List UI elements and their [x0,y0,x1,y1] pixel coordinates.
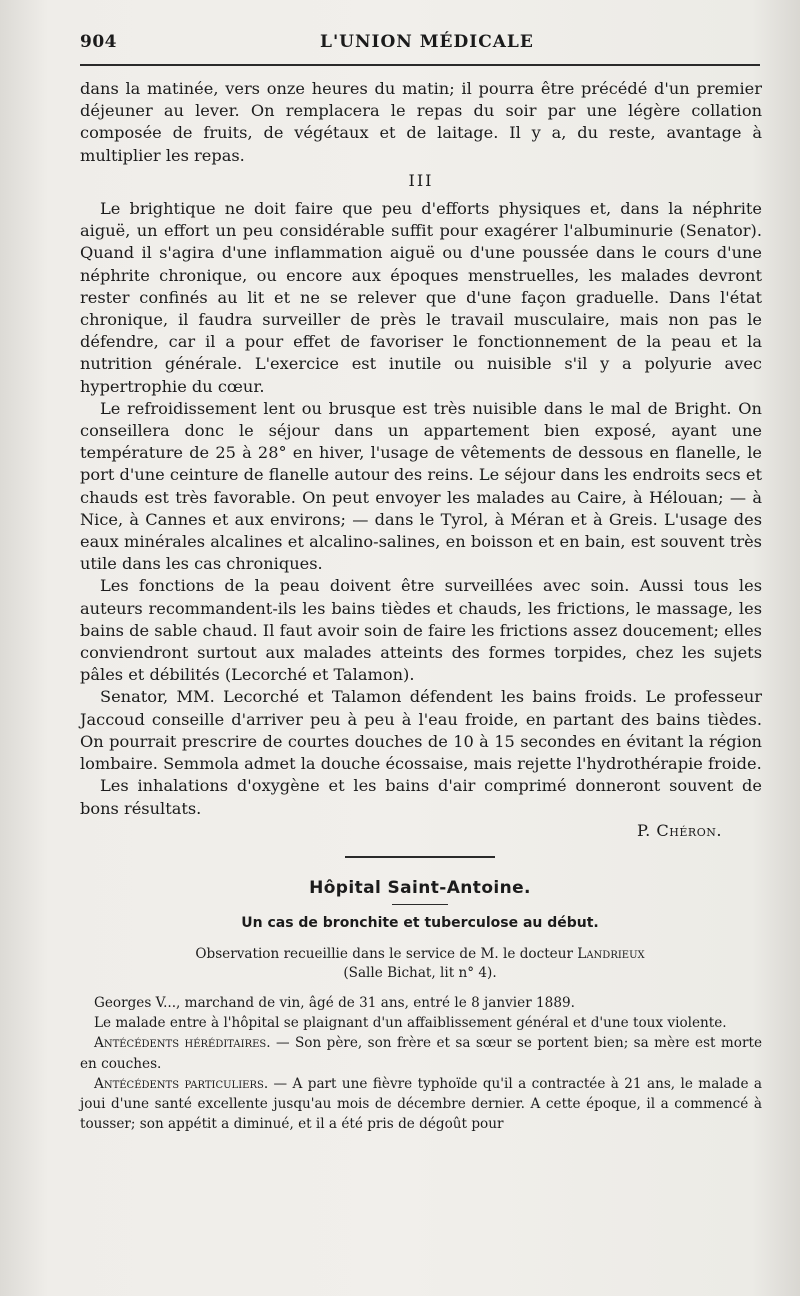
observation-prefix: Observation recueillie dans le service de M. le docteur [195,945,578,962]
observation-line-1 [80,945,760,964]
case-label: Antécédents héréditaires. [94,1035,271,1052]
doctor-name: Landrieux [577,945,645,962]
page-number: 904 [80,32,117,52]
author-signature: P. Chéron. [637,820,722,840]
case-paragraph [80,1074,762,1135]
case-paragraph [80,993,762,1013]
journal-title: L'UNION MÉDICALE [320,32,534,52]
case-text: — A part une fièvre typhoïde qu'il a contractée à 21 ans, le malade a joui d'une santé excellente jusqu'au mois de décembre dernier. A cette époque, il a commencé à tousser; son appétit a diminué, et il a été pris de dégoût pour [80,1075,762,1133]
signature-line [80,820,762,842]
observation-note [80,945,760,983]
last-paragraph [80,775,762,819]
case-report [80,993,762,1134]
case-paragraph [80,1013,762,1033]
case-paragraph [80,1033,762,1073]
body-paragraph: Le brightique ne doit faire que peu d'efforts physiques et, dans la néphrite aiguë, un effort un peu considérable suffit pour exagérer l'albuminurie (Senator). Quand il s'agira d'une inflammation aiguë ou d'une poussée dans le cours d'une néphrite chronique, ou encore aux époques menstruelles, les malades devront rester confinés au lit et ne se relever que d'une façon graduelle. Dans l'état chronique, il faudra surveiller de près le travail musculaire, mais non pas le défendre, car il a pour effet de favoriser le fonctionnement de la peau et la nutrition générale. L'exercice est inutile ou nuisible s'il y a polyurie avec hypertrophie du cœur. [80,199,762,396]
case-text: — Son père, son frère et sa sœur se portent bien; sa mère est morte en couches. [80,1035,762,1072]
continuation-paragraph: dans la matinée, vers onze heures du matin; il pourra être précédé d'un premier déjeuner au lever. On remplacera le repas du soir par une légère collation composée de fruits, de végétaux et de laitage. Il y a, du reste, avantage à multiplier les repas. [80,79,762,165]
page-header [80,30,760,58]
body-paragraph: Les fonctions de la peau doivent être surveillées avec soin. Aussi tous les auteurs recommandent-ils les bains tièdes et chauds, les frictions, le massage, les bains de sable chaud. Il faut avoir soin de faire les frictions assez doucement; elles conviendront surtout aux malades atteints des formes torpides, chez les sujets pâles et débilités (Lecorché et Talamon). [80,576,762,685]
last-paragraph-text: Les inhalations d'oxygène et les bains d'air comprimé donneront souvent de bons résultats. [80,776,762,818]
header-rule [80,64,760,66]
hospital-title: Hôpital Saint-Antoine. [309,877,531,898]
observation-line-2: (Salle Bichat, lit n° 4). [343,964,497,981]
case-text: Georges V..., marchand de vin, âgé de 31 ans, entré le 8 janvier 1889. [94,994,575,1011]
body-paragraph: Senator, MM. Lecorché et Talamon défendent les bains froids. Le professeur Jaccoud conseille d'arriver peu à peu à l'eau froide, en partant des bains tièdes. On pourrait prescrire de courtes douches de 10 à 15 secondes en évitant la région lombaire. Semmola admet la douche écossaise, mais rejette l'hydrothérapie froide. [80,687,762,774]
case-title: Un cas de bronchite et tuberculose au début. [241,914,599,931]
case-label: Antécédents particuliers. [94,1075,269,1092]
article-divider [345,856,495,858]
body-paragraph: Le refroidissement lent ou brusque est très nuisible dans le mal de Bright. On conseillera donc le séjour dans un appartement bien exposé, ayant une température de 25 à 28° en hiver, l'usage de vêtements de dessous en flanelle, le port d'une ceinture de flanelle autour des reins. Le séjour dans les endroits secs et chauds est très favorable. On peut envoyer les malades au Caire, à Hélouan; — à Nice, à Cannes et aux environs; — dans le Tyrol, à Méran et à Greis. L'usage des eaux minérales alcalines et alcalino-salines, en boisson et en bain, est souvent très utile dans les cas chroniques. [80,398,762,574]
case-text: Le malade entre à l'hôpital se plaignant d'un affaiblissement général et d'une toux violente. [94,1015,727,1032]
section-number: III [408,170,434,190]
article-body [80,78,762,842]
title-divider [392,904,448,905]
